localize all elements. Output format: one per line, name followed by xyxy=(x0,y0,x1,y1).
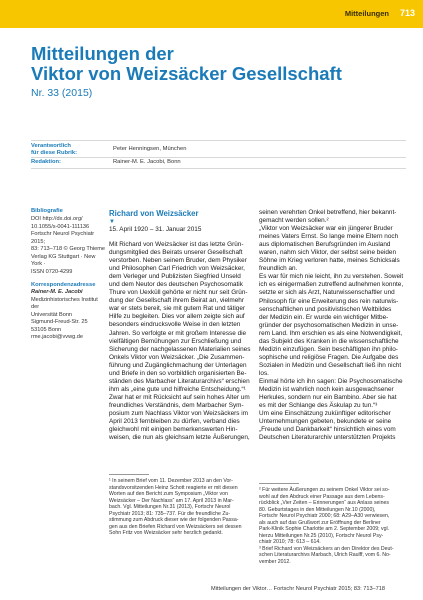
page-title: Mitteilungen der Viktor von Weizsäcker Gesellschaft xyxy=(31,43,342,84)
article-heading: Richard von Weizsäcker xyxy=(109,209,199,218)
contact-name: Rainer-M. E. Jacobi xyxy=(31,289,83,295)
contact-email[interactable]: rme.jacobi@vvwg.de xyxy=(31,334,84,340)
contact-line: Medizinhistorisches Institut der xyxy=(31,296,98,310)
meta-mid-rule xyxy=(31,157,406,158)
contact-line: Universität Bonn xyxy=(31,311,73,318)
section-label: Mitteilungen xyxy=(344,9,389,18)
bibliography-line[interactable]: DOI http://dx.doi.org/ xyxy=(31,216,83,222)
bibliography-line: Verlag KG Stuttgart · New York · xyxy=(31,253,96,267)
triangle-icon: ▼ xyxy=(109,219,115,225)
sidebar xyxy=(31,208,105,342)
meta-top-rule xyxy=(31,140,406,141)
contact-line: 53105 Bonn xyxy=(31,326,62,333)
bibliography-heading: Bibliografie xyxy=(31,208,63,214)
contact-heading: Korrespondenzadresse xyxy=(31,282,96,288)
bibliography-line: Fortschr Neurol Psychiatr 2015; xyxy=(31,231,95,245)
bibliography-line: 83: 713–718 © Georg Thieme xyxy=(31,246,105,252)
article-dates: 15. April 1920 – 31. Januar 2015 xyxy=(109,226,202,233)
page-number: 713 xyxy=(399,8,415,18)
meta-label-editor: Redaktion: xyxy=(31,159,61,165)
page-footer: Mitteilungen der Viktor… Fortschr Neurol Psychiatr 2015; 83: 713–718 xyxy=(210,586,385,592)
meta-value-responsible: Peter Henningsen, München xyxy=(113,146,187,152)
footnote-left: ¹ In seinem Brief vom 11. Dezember 2013 an den Vor- standsvorsitzenden Heinz Schott reagierte er mit diesen Worten auf den Bericht zum Symposium „Viktor von Weizsäcker – Der Nachlass“ am 17. April 2013 in Mar- bach. Vgl. Mitteilungen Nr.31 (2013), Fortschr Neurol Psychiatr 2013; 81: 735–737. Für die freundliche Zu- stimmung zum Abdruck dieser wie der folgenden Passa- gen aus den Briefen Richard von Weizsäckers sei dessen Sohn Fritz von Weizsäcker sehr herzlich gedankt. xyxy=(109,478,242,536)
meta-value-editor: Rainer-M. E. Jacobi, Bonn xyxy=(113,159,181,165)
contact-line: Sigmund-Freud-Str. 25 xyxy=(31,319,88,325)
footnote-rule-right xyxy=(259,483,299,484)
article-column-right: seinen verehrten Onkel betreffend, hier bekannt- gemacht werden sollen.² „Viktor von Weizsäcker war ein jüngerer Bruder meines Vaters Ernst. So lange meine Eltern noch aus diplomatischen Berufsgründen im Ausland waren, nahm sich Viktor, der selbst seine beiden Söhne im Krieg verloren hatte, meines Schicksals freundlich an. Es war für mich nie leicht, ihn zu verstehen. Soweit ich es einigermaßen zutreffend aufnehmen konnte, setzte er sich als Arzt, Naturwissenschaftler und Philosoph für eine Erweiterung des rein naturwis- senschaftlichen und positivistischen Weltbildes der Medizin ein. Er wurde ein wichtiger Mitbe- gründer der psychosomatischen Medizin in unse- rem Land. Ihm erschien es als eine Notwendigkeit, das Subjekt des Kranken in die wissenschaftliche Medizin einzufügen. Sein beschäftigten ihn philo- sophische und religiöse Fragen. Die Aufgabe des Sozialen in Medizin und Gesellschaft ließ ihn nicht los. Einmal hörte ich ihn sagen: Die Psychosomatische Medizin ist wahrlich noch kein ausgewachsener Herkules, sondern nur ein Bambino. Aber sie hat es mit der Schlange des Äskulap zu tun.“³ Um eine Einschätzung zukünftiger editorischer Unternehmungen gebeten, bekundete er seine „Freude und Dankbarkeit“ hinsichtlich eines vom Deutschen Literaturarchiv unterstützten Projekts xyxy=(259,209,404,442)
bibliography-line: ISSN 0720-4299 xyxy=(31,268,73,275)
bibliography-line: 10.1055/s-0041-111136 xyxy=(31,223,90,230)
article-column-left: Mit Richard von Weizsäcker ist das letzte Grün- dungsmitglied des Beirats unserer Gesellschaft verstorben. Neben seinem Bruder, dem Physiker und Philosophen Carl Friedrich von Weizsäcker, dem Verleger und Publizisten Siegfried Unseld und dem Neutor des deutschen Psychosomatik Thure von Uexküll gehörte er nicht nur seit Grün- dung der Gesellschaft ihrem Beirat an, vielmehr war er stets bereit, sie mit gutem Rat und tätiger Hilfe zu begleiten. Dies vor allem zeigte sich auf besonders eindrucksvolle Weise in den letzten Jahren. So verfolgte er mit großem Interesse die vielfältigen Bemühungen zur Erschließung und Sicherung der nachgelassenen Materialien seines Onkels Viktor von Weizsäcker. „Die Zusammen- führung und Zugänglichmachung der Unterlagen und Briefe in den so vorbildlich organisierten Be- ständen des Marbacher Literaturarchivs“ erschien ihm als „eine gute und hilfreiche Entscheidung.“¹ Zwar hat er mit Rücksicht auf sein hohes Alter um freundliches Verständnis, dem Marbacher Sym- posium zum Nachlass Viktor von Weizsäckers im April 2013 fernbleiben zu dürfen, verband dies gleichwohl mit einigen bemerkenswerten Hin- weisen, die nun als gleichsam letzte Äußerungen, xyxy=(109,241,251,442)
footnote-right: ² Für weitere Äußerungen zu seinem Onkel Viktor sei so- wohl auf den Abdruck einer Passage aus dem Lebens- rückblick „Vier Zeiten – Erinnerungen“ aus Anlass seines 80. Geburtstages in den Mitteilungen Nr.10 (2000), Fortschr Neurol Psychiatr 2000; 68: A29–A30 verwiesen, als auch auf das Grußwort zur Eröffnung der Berliner Park-Klinik Sophie Charlotte am 2. September 2009; vgl. hierzu Mitteilungen Nr.25 (2010), Fortschr Neurol Psy- chiatr 2010; 78: 613 – 614. ³ Brief Richard von Weizsäckers an den Direktor des Deut- schen Literaturarchivs Marbach, Ulrich Raulff, vom 6. No- vember 2012. xyxy=(259,487,394,565)
footnote-rule-left xyxy=(109,474,149,475)
issue-number: Nr. 33 (2015) xyxy=(31,87,93,99)
meta-label-responsible: Verantwortlich für diese Rubrik: xyxy=(31,143,78,156)
meta-bottom-rule xyxy=(31,168,406,169)
